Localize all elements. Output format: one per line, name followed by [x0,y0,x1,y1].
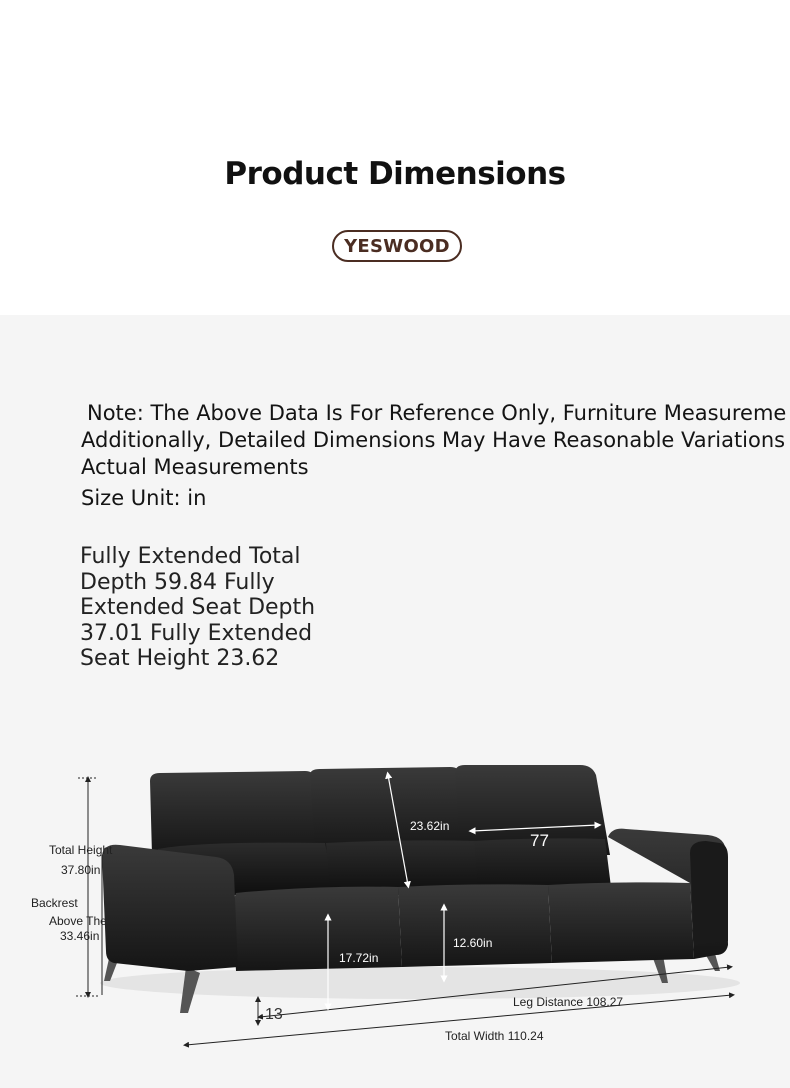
cushion-height-value: 12.60in [453,936,493,950]
seat-width-value: 77 [530,831,549,850]
size-unit: Size Unit: in [81,486,207,510]
note-line-1: Note: The Above Data Is For Reference Only, Furniture Measureme [87,401,787,425]
backrest-value: 33.46in [60,929,100,943]
above-label: Above The [49,914,107,928]
dimensions-panel [0,315,790,1088]
page-title: Product Dimensions [224,156,566,192]
extended-dimensions-text: Fully Extended Total Depth 59.84 Fully Extended Seat Depth 37.01 Fully Extended Seat Height 23.62 [80,544,316,671]
header-section [0,0,790,315]
leg-distance-value: Leg Distance 108.27 [513,995,624,1009]
total-height-value: 37.80in [61,863,101,877]
backrest-label: Backrest [31,896,78,910]
brand-logo: YESWOOD [332,230,462,262]
headrest-value: 23.62in [410,819,450,833]
reference-note [81,400,786,481]
seat-height-value: 17.72in [339,951,379,965]
note-line-3: Actual Measurements [81,455,309,479]
note-line-2: Additionally, Detailed Dimensions May Have Reasonable Variations [81,428,786,452]
arm-right-top [690,841,728,945]
seat-cushion-2 [398,884,552,967]
sofa-dimension-diagram [0,745,790,1088]
leg-height-value: 13 [265,1006,283,1023]
arm-left [102,845,238,971]
seat-cushion-3 [548,882,694,963]
total-height-label: Total Height [49,843,113,857]
total-width-value: Total Width 110.24 [445,1029,544,1043]
